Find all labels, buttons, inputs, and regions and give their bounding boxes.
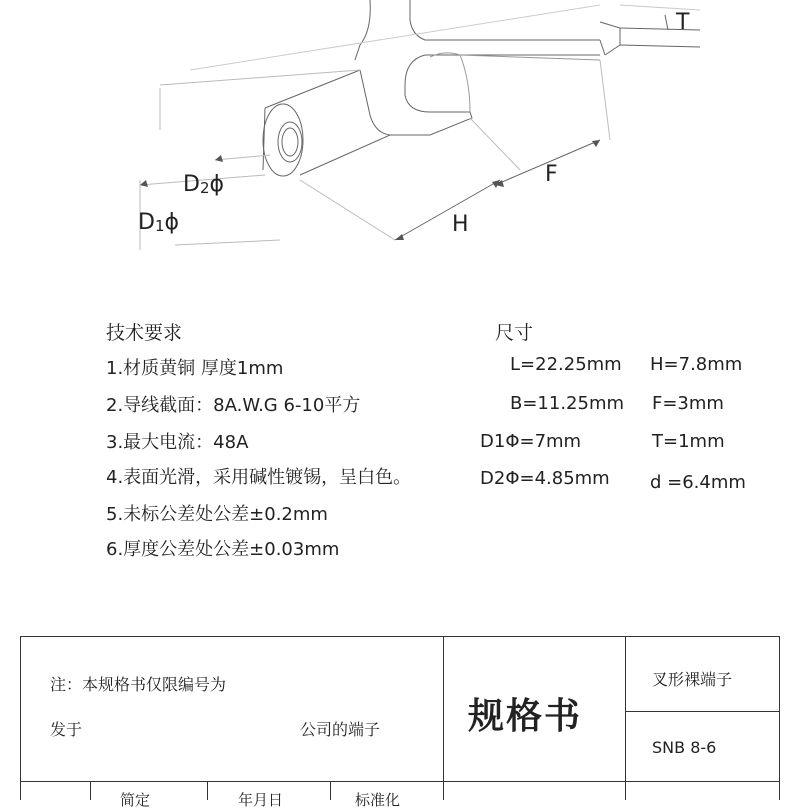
requirements-title: 技术要求 [106, 322, 183, 344]
title-block-footer-border [20, 781, 780, 782]
technical-drawing [0, 0, 800, 300]
document-title: 规格书 [468, 696, 583, 737]
title-block-divider [443, 636, 444, 800]
title-block-left-border [20, 636, 21, 800]
dim-label-d1 [138, 210, 179, 235]
size-cell: d =6.4mm [650, 472, 746, 493]
dim-label-f: F [545, 162, 558, 187]
note-line-1: 注：本规格书仅限编号为 [50, 675, 227, 694]
title-block-right-border [779, 636, 780, 800]
size-cell: B=11.25mm [510, 393, 625, 414]
size-cell: F=3mm [652, 393, 724, 414]
size-cell: H=7.8mm [650, 354, 743, 375]
note-line-2-right: 公司的端子 [300, 720, 381, 739]
requirement-item: 6.厚度公差处公差±0.03mm [106, 539, 340, 560]
title-block-divider [625, 636, 626, 800]
dim-label-d1-sub: 1 [154, 217, 165, 235]
dim-label-h: H [452, 212, 469, 237]
footer-cell: 标准化 [355, 791, 401, 809]
size-cell: L=22.25mm [510, 354, 622, 375]
dim-label-t: T [676, 10, 690, 35]
requirement-item: 3.最大电流：48A [106, 432, 249, 453]
title-block-top-border [20, 636, 780, 637]
dim-label-d2-sub: 2 [199, 179, 210, 197]
size-cell: D1Φ=7mm [480, 431, 582, 452]
requirement-item: 4.表面光滑，采用碱性镀锡，呈白色。 [106, 467, 412, 488]
product-code: SNB 8-6 [652, 738, 717, 757]
fork-terminal-drawing [0, 0, 800, 300]
title-block-divider [330, 781, 331, 800]
sizes-title: 尺寸 [495, 322, 534, 344]
phi-symbol: ϕ [164, 210, 180, 235]
size-cell: T=1mm [652, 431, 725, 452]
dim-label-d2-letter: D [183, 172, 200, 197]
title-block-divider [207, 781, 208, 800]
requirement-item: 5.未标公差处公差±0.2mm [106, 504, 328, 525]
title-block-divider [625, 711, 780, 712]
dim-label-d1-letter: D [138, 210, 155, 235]
requirement-item: 2.导线截面：8A.W.G 6-10平方 [106, 395, 361, 416]
title-block-divider [90, 781, 91, 800]
product-name: 叉形裸端子 [652, 670, 733, 689]
requirement-item: 1.材质黄铜 厚度1mm [106, 358, 284, 379]
size-cell: D2Φ=4.85mm [480, 468, 610, 489]
note-line-2-left: 发于 [50, 720, 83, 739]
footer-cell: 简定 [120, 791, 151, 809]
dim-label-d2 [183, 172, 224, 197]
footer-cell: 年月日 [238, 791, 284, 809]
phi-symbol: ϕ [209, 172, 225, 197]
